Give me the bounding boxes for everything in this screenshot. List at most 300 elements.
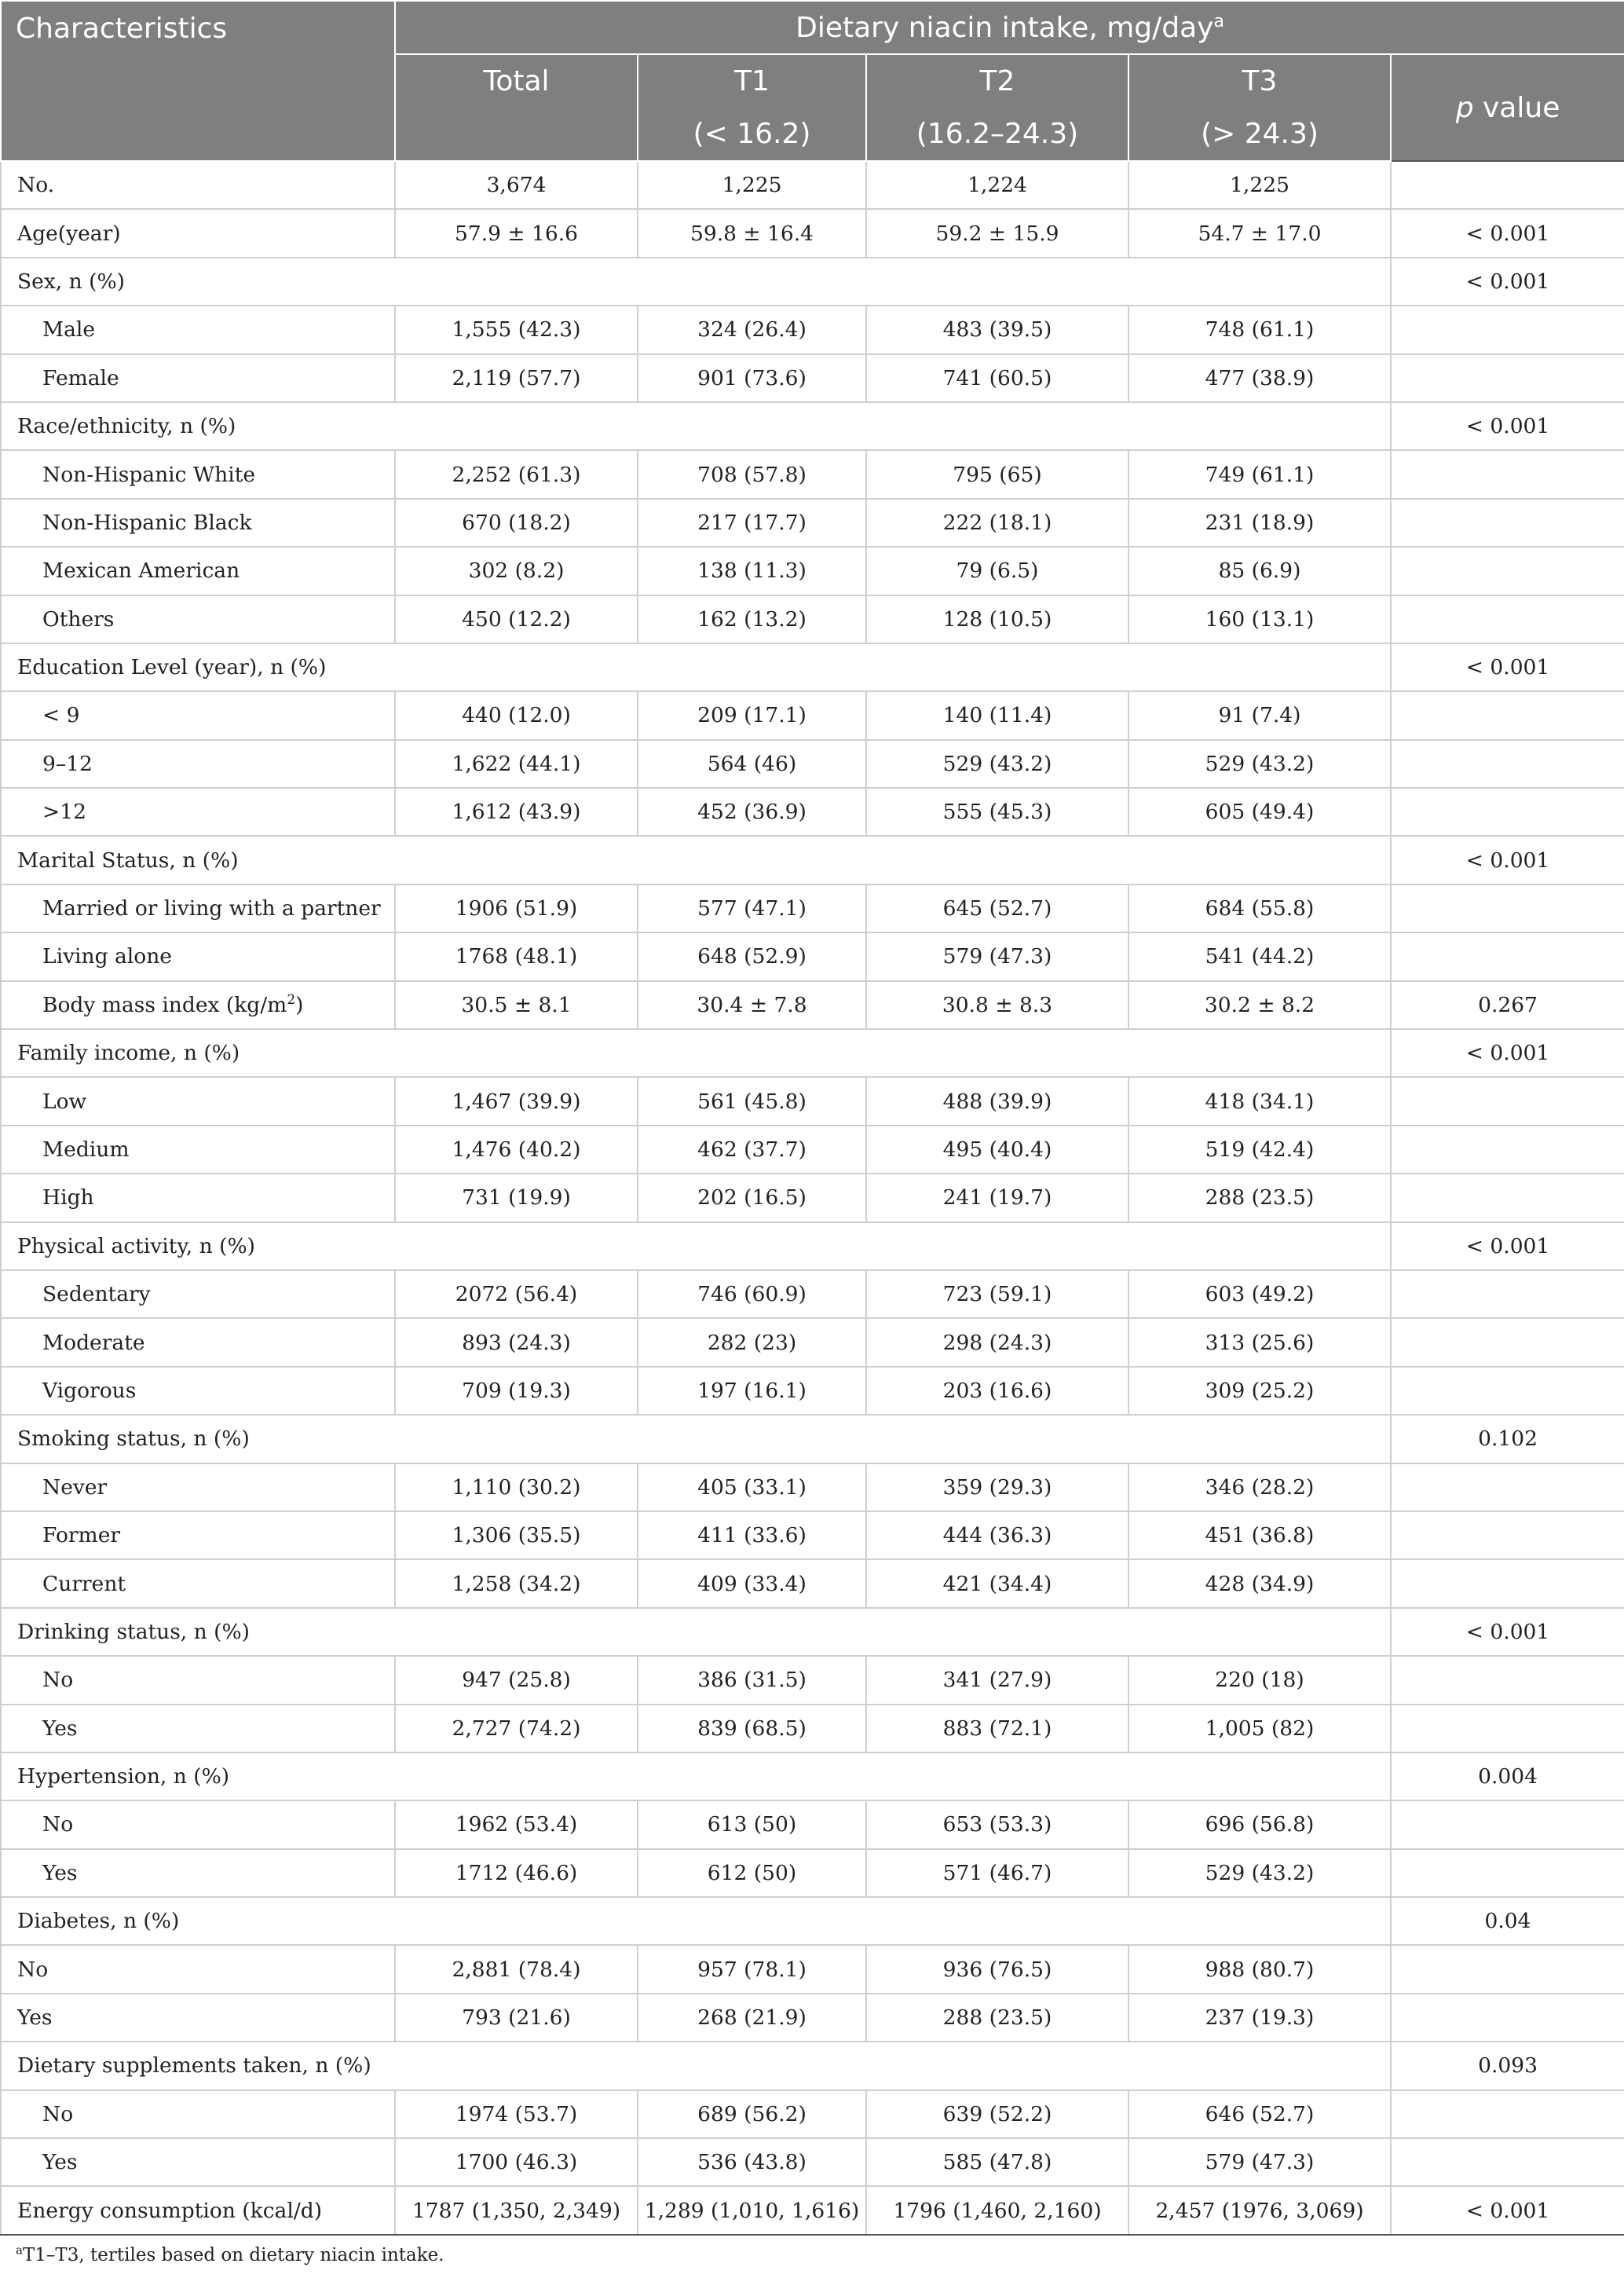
table-row — [1, 1077, 1624, 1125]
table-row — [1, 1318, 1624, 1366]
cell-t1: 839 (68.5) — [638, 1705, 866, 1752]
cell-t3: 418 (34.1) — [1128, 1077, 1391, 1125]
row-label — [1, 258, 1391, 306]
cell-p-value — [1391, 1463, 1624, 1511]
row-label — [1, 2042, 1391, 2089]
cell-t3: 428 (34.9) — [1128, 1559, 1391, 1607]
cell-t2: 203 (16.6) — [866, 1367, 1128, 1415]
cell-t3: 451 (36.8) — [1128, 1511, 1391, 1559]
cell-total: 1974 (53.7) — [395, 2090, 638, 2138]
row-label-text: Body mass index (kg/m — [42, 992, 287, 1017]
cell-t1: 162 (13.2) — [638, 595, 866, 643]
cell-t3: 309 (25.2) — [1128, 1367, 1391, 1415]
cell-t3: 313 (25.6) — [1128, 1318, 1391, 1366]
cell-t2: 579 (47.3) — [866, 932, 1128, 980]
cell-t2: 555 (45.3) — [866, 788, 1128, 836]
cell-p-value — [1391, 1994, 1624, 2042]
header-characteristics: Characteristics — [1, 1, 395, 161]
cell-t2: 936 (76.5) — [866, 1945, 1128, 1993]
table-row — [1, 402, 1624, 450]
cell-t2: 495 (40.4) — [866, 1126, 1128, 1174]
header-total: Total — [395, 54, 638, 108]
cell-t1: 324 (26.4) — [638, 306, 866, 353]
cell-total: 893 (24.3) — [395, 1318, 638, 1366]
cell-t3: 346 (28.2) — [1128, 1463, 1391, 1511]
row-label-text: Yes — [42, 2150, 78, 2175]
cell-total: 30.5 ± 8.1 — [395, 981, 638, 1029]
table-row — [1, 1994, 1624, 2042]
cell-p-value — [1391, 1318, 1624, 1366]
cell-t1: 217 (17.7) — [638, 499, 866, 547]
cell-total: 1,306 (35.5) — [395, 1511, 638, 1559]
cell-t3: 646 (52.7) — [1128, 2090, 1391, 2138]
row-label-text: No — [42, 1668, 74, 1693]
table-row — [1, 1945, 1624, 1993]
row-label — [1, 306, 395, 353]
row-label — [1, 1222, 1391, 1270]
row-label — [1, 1318, 395, 1366]
cell-t2: 444 (36.3) — [866, 1511, 1128, 1559]
cell-total: 1,612 (43.9) — [395, 788, 638, 836]
cell-t3: 30.2 ± 8.2 — [1128, 981, 1391, 1029]
cell-t2: 288 (23.5) — [866, 1994, 1128, 2042]
table-row — [1, 258, 1624, 306]
row-label-text: Non-Hispanic White — [42, 462, 256, 487]
cell-p-value — [1391, 547, 1624, 595]
table-row — [1, 1367, 1624, 1415]
cell-p-value — [1391, 1511, 1624, 1559]
row-label — [1, 1463, 395, 1511]
cell-t2: 645 (52.7) — [866, 884, 1128, 932]
row-label-text: Yes — [42, 1860, 78, 1885]
cell-t3: 696 (56.8) — [1128, 1800, 1391, 1848]
table-row — [1, 1705, 1624, 1752]
cell-t2: 222 (18.1) — [866, 499, 1128, 547]
cell-t3: 988 (80.7) — [1128, 1945, 1391, 1993]
cell-t3: 684 (55.8) — [1128, 884, 1391, 932]
row-label-text: Others — [42, 606, 115, 632]
cell-t1: 282 (23) — [638, 1318, 866, 1366]
cell-total: 2,881 (78.4) — [395, 1945, 638, 1993]
row-label-text: No. — [17, 173, 55, 198]
cell-t2: 529 (43.2) — [866, 740, 1128, 788]
table-row — [1, 1222, 1624, 1270]
cell-t2: 359 (29.3) — [866, 1463, 1128, 1511]
cell-total: 1,258 (34.2) — [395, 1559, 638, 1607]
row-label-text: Former — [42, 1523, 121, 1548]
footnote-text: T1–T3, tertiles based on dietary niacin intake. — [22, 2245, 444, 2265]
cell-t1: 746 (60.9) — [638, 1270, 866, 1318]
table-row — [1, 981, 1624, 1029]
table-row — [1, 2138, 1624, 2186]
table-row — [1, 932, 1624, 980]
cell-p-value — [1391, 1945, 1624, 1993]
cell-total: 302 (8.2) — [395, 547, 638, 595]
cell-p-value — [1391, 450, 1624, 498]
cell-t1: 577 (47.1) — [638, 884, 866, 932]
row-label — [1, 595, 395, 643]
cell-t1: 613 (50) — [638, 1800, 866, 1848]
cell-p-value — [1391, 499, 1624, 547]
cell-t1: 957 (78.1) — [638, 1945, 866, 1993]
row-label-text: >12 — [42, 800, 86, 825]
row-label — [1, 402, 1391, 450]
cell-total: 2072 (56.4) — [395, 1270, 638, 1318]
header-t2: T2 — [866, 54, 1128, 108]
cell-t3: 91 (7.4) — [1128, 691, 1391, 739]
cell-t2: 488 (39.9) — [866, 1077, 1128, 1125]
row-label-text: No — [42, 1812, 74, 1837]
cell-t3: 541 (44.2) — [1128, 932, 1391, 980]
header-group-title-text: Dietary niacin intake, mg/day — [796, 11, 1214, 44]
cell-p-value: < 0.001 — [1391, 1222, 1624, 1270]
row-label-text: Male — [42, 317, 96, 342]
row-label-text: Female — [42, 365, 119, 390]
cell-total: 731 (19.9) — [395, 1174, 638, 1221]
row-label — [1, 1559, 395, 1607]
header-p-italic: p — [1455, 91, 1474, 124]
cell-t3: 54.7 ± 17.0 — [1128, 209, 1391, 257]
header-t1-range: (< 16.2) — [638, 108, 866, 161]
cell-p-value — [1391, 1849, 1624, 1897]
row-label — [1, 884, 395, 932]
header-t3-range: (> 24.3) — [1128, 108, 1391, 161]
header-row-1 — [1, 1, 1624, 54]
row-label-text: Smoking status, n (%) — [17, 1426, 250, 1452]
cell-p-value: 0.267 — [1391, 981, 1624, 1029]
cell-total: 947 (25.8) — [395, 1656, 638, 1704]
row-label — [1, 836, 1391, 884]
cell-total: 2,119 (57.7) — [395, 354, 638, 402]
cell-p-value — [1391, 2090, 1624, 2138]
cell-total: 57.9 ± 16.6 — [395, 209, 638, 257]
cell-t2: 795 (65) — [866, 450, 1128, 498]
table-row — [1, 1559, 1624, 1607]
row-label — [1, 1511, 395, 1559]
row-label-text: Hypertension, n (%) — [17, 1764, 230, 1789]
row-label — [1, 1994, 395, 2042]
table-row — [1, 1752, 1624, 1800]
cell-t1: 405 (33.1) — [638, 1463, 866, 1511]
row-label — [1, 450, 395, 498]
cell-p-value: < 0.001 — [1391, 258, 1624, 306]
table-row — [1, 1174, 1624, 1221]
cell-t1: 386 (31.5) — [638, 1656, 866, 1704]
cell-p-value: < 0.001 — [1391, 2186, 1624, 2234]
table-row — [1, 1849, 1624, 1897]
table-row — [1, 1800, 1624, 1848]
cell-p-value: 0.04 — [1391, 1897, 1624, 1945]
cell-total: 1,622 (44.1) — [395, 740, 638, 788]
row-label — [1, 209, 395, 257]
table-row — [1, 788, 1624, 836]
row-label-text: High — [42, 1185, 94, 1210]
table-row — [1, 1511, 1624, 1559]
cell-t3: 579 (47.3) — [1128, 2138, 1391, 2186]
cell-t3: 1,225 — [1128, 161, 1391, 209]
footnote-sup: a — [16, 2243, 23, 2258]
cell-p-value — [1391, 2138, 1624, 2186]
cell-t1: 197 (16.1) — [638, 1367, 866, 1415]
row-label-text: Yes — [42, 1716, 78, 1741]
table-footnote — [16, 2245, 444, 2265]
row-label-text: Low — [42, 1089, 87, 1114]
row-label — [1, 161, 395, 209]
cell-t2: 341 (27.9) — [866, 1656, 1128, 1704]
row-label-text: Never — [42, 1474, 108, 1500]
header-group-title-sup: a — [1213, 11, 1224, 31]
cell-p-value — [1391, 595, 1624, 643]
row-label — [1, 691, 395, 739]
cell-t2: 59.2 ± 15.9 — [866, 209, 1128, 257]
cell-total: 1700 (46.3) — [395, 2138, 638, 2186]
cell-t1: 536 (43.8) — [638, 2138, 866, 2186]
row-label — [1, 2186, 395, 2234]
row-label-text: Living alone — [42, 944, 172, 969]
cell-p-value — [1391, 161, 1624, 209]
cell-total: 793 (21.6) — [395, 1994, 638, 2042]
cell-t1: 564 (46) — [638, 740, 866, 788]
header-t1: T1 — [638, 54, 866, 108]
cell-total: 1,555 (42.3) — [395, 306, 638, 353]
cell-t2: 79 (6.5) — [866, 547, 1128, 595]
table-header — [1, 1, 1624, 161]
cell-t1: 708 (57.8) — [638, 450, 866, 498]
row-label-text: Marital Status, n (%) — [17, 848, 239, 873]
row-label-text: Age(year) — [17, 221, 121, 246]
cell-total: 1906 (51.9) — [395, 884, 638, 932]
table-row — [1, 740, 1624, 788]
cell-t3: 529 (43.2) — [1128, 740, 1391, 788]
cell-p-value — [1391, 932, 1624, 980]
row-label — [1, 740, 395, 788]
cell-p-value — [1391, 1559, 1624, 1607]
table-row — [1, 547, 1624, 595]
cell-total: 1768 (48.1) — [395, 932, 638, 980]
cell-t1: 268 (21.9) — [638, 1994, 866, 2042]
row-label-text: Family income, n (%) — [17, 1041, 240, 1066]
row-label — [1, 1897, 1391, 1945]
cell-total: 1962 (53.4) — [395, 1800, 638, 1848]
cell-total: 1712 (46.6) — [395, 1849, 638, 1897]
row-label-text: Dietary supplements taken, n (%) — [17, 2053, 371, 2078]
row-label — [1, 2138, 395, 2186]
cell-total: 1,110 (30.2) — [395, 1463, 638, 1511]
row-label-text: Vigorous — [42, 1378, 137, 1403]
table-row — [1, 161, 1624, 209]
row-label — [1, 643, 1391, 691]
cell-p-value — [1391, 884, 1624, 932]
table-body — [1, 161, 1624, 2235]
table-row — [1, 691, 1624, 739]
row-label-text: No — [17, 1957, 49, 1982]
cell-p-value — [1391, 691, 1624, 739]
table-row — [1, 499, 1624, 547]
cell-p-value — [1391, 354, 1624, 402]
cell-total: 3,674 — [395, 161, 638, 209]
row-label — [1, 1849, 395, 1897]
cell-p-value — [1391, 306, 1624, 353]
cell-t2: 639 (52.2) — [866, 2090, 1128, 2138]
row-label — [1, 981, 395, 1029]
row-label — [1, 499, 395, 547]
cell-t3: 519 (42.4) — [1128, 1126, 1391, 1174]
table-row — [1, 306, 1624, 353]
cell-t1: 202 (16.5) — [638, 1174, 866, 1221]
row-label — [1, 1174, 395, 1221]
row-label — [1, 1126, 395, 1174]
cell-t3: 220 (18) — [1128, 1656, 1391, 1704]
cell-p-value — [1391, 1126, 1624, 1174]
table-row — [1, 884, 1624, 932]
row-label-text: Non-Hispanic Black — [42, 510, 252, 535]
row-label-suffix: ) — [295, 992, 304, 1017]
cell-p-value: < 0.001 — [1391, 1029, 1624, 1077]
cell-t3: 1,005 (82) — [1128, 1705, 1391, 1752]
row-label-text: Physical activity, n (%) — [17, 1233, 255, 1258]
cell-total: 2,727 (74.2) — [395, 1705, 638, 1752]
table-row — [1, 1463, 1624, 1511]
cell-p-value: 0.093 — [1391, 2042, 1624, 2089]
header-group-title — [395, 1, 1624, 54]
table-row — [1, 209, 1624, 257]
table-row — [1, 1608, 1624, 1656]
cell-t3: 603 (49.2) — [1128, 1270, 1391, 1318]
table-row — [1, 1656, 1624, 1704]
table-row — [1, 836, 1624, 884]
cell-t2: 585 (47.8) — [866, 2138, 1128, 2186]
cell-t3: 605 (49.4) — [1128, 788, 1391, 836]
row-label — [1, 1077, 395, 1125]
table-row — [1, 643, 1624, 691]
row-label — [1, 1752, 1391, 1800]
cell-t2: 140 (11.4) — [866, 691, 1128, 739]
cell-t2: 1796 (1,460, 2,160) — [866, 2186, 1128, 2234]
cell-p-value — [1391, 1705, 1624, 1752]
cell-p-value: 0.004 — [1391, 1752, 1624, 1800]
row-label — [1, 1945, 395, 1993]
cell-p-value — [1391, 1077, 1624, 1125]
cell-total: 2,252 (61.3) — [395, 450, 638, 498]
row-label — [1, 547, 395, 595]
table-row — [1, 1126, 1624, 1174]
header-t2-range: (16.2–24.3) — [866, 108, 1128, 161]
cell-t1: 411 (33.6) — [638, 1511, 866, 1559]
table-row — [1, 1270, 1624, 1318]
row-label — [1, 1608, 1391, 1656]
row-label — [1, 2090, 395, 2138]
row-label — [1, 354, 395, 402]
cell-t1: 561 (45.8) — [638, 1077, 866, 1125]
row-label-text: No — [42, 2101, 74, 2126]
cell-p-value — [1391, 1800, 1624, 1848]
cell-t1: 409 (33.4) — [638, 1559, 866, 1607]
cell-t1: 59.8 ± 16.4 — [638, 209, 866, 257]
cell-p-value: < 0.001 — [1391, 643, 1624, 691]
table-row — [1, 1897, 1624, 1945]
cell-t3: 231 (18.9) — [1128, 499, 1391, 547]
cell-t2: 241 (19.7) — [866, 1174, 1128, 1221]
row-label-text: Current — [42, 1571, 126, 1596]
cell-t3: 748 (61.1) — [1128, 306, 1391, 353]
cell-p-value — [1391, 1656, 1624, 1704]
row-label — [1, 1367, 395, 1415]
cell-t2: 1,224 — [866, 161, 1128, 209]
cell-t1: 30.4 ± 7.8 — [638, 981, 866, 1029]
cell-t3: 749 (61.1) — [1128, 450, 1391, 498]
row-label-text: 9–12 — [42, 751, 93, 776]
cell-t3: 477 (38.9) — [1128, 354, 1391, 402]
cell-total: 1,467 (39.9) — [395, 1077, 638, 1125]
cell-t2: 128 (10.5) — [866, 595, 1128, 643]
row-label-text: Race/ethnicity, n (%) — [17, 414, 236, 439]
table-row — [1, 2042, 1624, 2089]
cell-t2: 741 (60.5) — [866, 354, 1128, 402]
cell-total: 1787 (1,350, 2,349) — [395, 2186, 638, 2234]
cell-t2: 571 (46.7) — [866, 1849, 1128, 1897]
cell-total: 1,476 (40.2) — [395, 1126, 638, 1174]
row-label-text: Diabetes, n (%) — [17, 1909, 180, 1934]
cell-t1: 209 (17.1) — [638, 691, 866, 739]
cell-total: 709 (19.3) — [395, 1367, 638, 1415]
cell-p-value — [1391, 1270, 1624, 1318]
row-label-text: Drinking status, n (%) — [17, 1619, 251, 1644]
header-p-value — [1391, 54, 1624, 161]
table-row — [1, 354, 1624, 402]
table-row — [1, 1029, 1624, 1077]
row-label-text: Medium — [42, 1137, 130, 1162]
row-label-text: Sex, n (%) — [17, 269, 125, 294]
cell-t3: 529 (43.2) — [1128, 1849, 1391, 1897]
cell-total: 440 (12.0) — [395, 691, 638, 739]
cell-p-value: < 0.001 — [1391, 1608, 1624, 1656]
cell-p-value — [1391, 740, 1624, 788]
row-label — [1, 1800, 395, 1848]
header-t3: T3 — [1128, 54, 1391, 108]
row-label — [1, 932, 395, 980]
cell-t1: 612 (50) — [638, 1849, 866, 1897]
cell-t1: 901 (73.6) — [638, 354, 866, 402]
row-label-text: Energy consumption (kcal/d) — [17, 2198, 323, 2223]
header-p-rest: value — [1473, 91, 1560, 124]
cell-t3: 288 (23.5) — [1128, 1174, 1391, 1221]
table-row — [1, 1415, 1624, 1463]
row-label — [1, 1656, 395, 1704]
cell-t3: 237 (19.3) — [1128, 1994, 1391, 2042]
cell-p-value: < 0.001 — [1391, 836, 1624, 884]
header-total-range — [395, 108, 638, 161]
row-label-text: Education Level (year), n (%) — [17, 655, 327, 680]
cell-p-value: < 0.001 — [1391, 402, 1624, 450]
cell-t1: 452 (36.9) — [638, 788, 866, 836]
cell-t1: 648 (52.9) — [638, 932, 866, 980]
cell-t2: 723 (59.1) — [866, 1270, 1128, 1318]
cell-p-value: 0.102 — [1391, 1415, 1624, 1463]
cell-t3: 160 (13.1) — [1128, 595, 1391, 643]
cell-t1: 1,225 — [638, 161, 866, 209]
row-label-text: Sedentary — [42, 1282, 151, 1307]
row-label — [1, 1415, 1391, 1463]
row-label — [1, 788, 395, 836]
row-label — [1, 1705, 395, 1752]
cell-t2: 483 (39.5) — [866, 306, 1128, 353]
row-label-text: < 9 — [42, 703, 80, 728]
row-label — [1, 1029, 1391, 1077]
cell-t2: 421 (34.4) — [866, 1559, 1128, 1607]
cell-t1: 138 (11.3) — [638, 547, 866, 595]
row-label-sup: 2 — [287, 992, 296, 1008]
cell-t2: 298 (24.3) — [866, 1318, 1128, 1366]
